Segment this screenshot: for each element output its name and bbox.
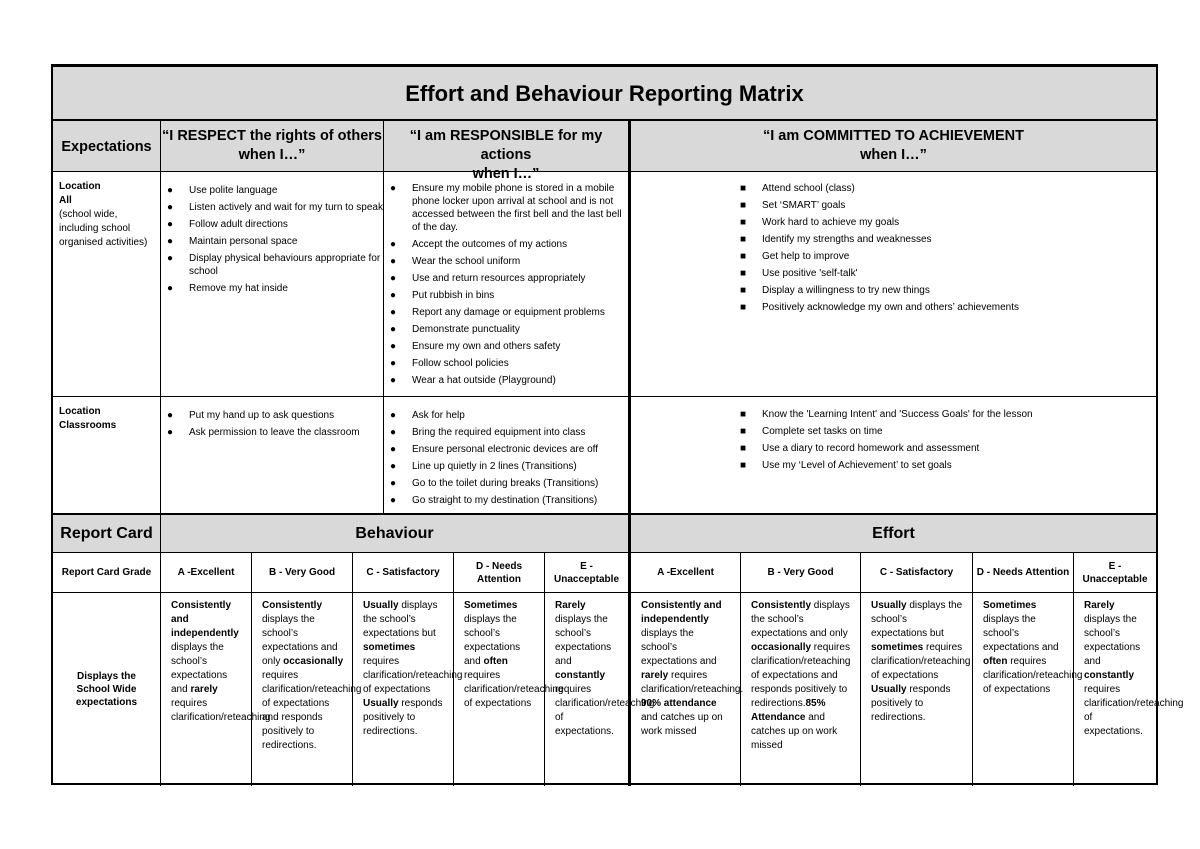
behaviour-heading: Behaviour (160, 513, 628, 552)
location-name: Classrooms (59, 420, 117, 431)
list-item-text: Positively acknowledge my own and others’ achievements (762, 302, 1019, 313)
list-item-text: Use and return resources appropriately (412, 273, 586, 284)
list-item (734, 425, 1156, 438)
bullet-icon: ● (167, 253, 174, 264)
list-item (161, 218, 383, 231)
list-item-text: Display physical behaviours appropriate for school (189, 253, 381, 277)
respect-all-list (161, 184, 383, 295)
list-item-text: Use positive 'self-talk' (762, 268, 858, 279)
description-text: and catches up on work missed (751, 712, 838, 751)
responsible-header-line1: “I am RESPONSIBLE for my actions (409, 128, 603, 163)
list-item (161, 409, 383, 422)
list-item (161, 201, 383, 214)
description-text: displays the school’s expectations and (983, 614, 1059, 653)
location-name: All (59, 195, 72, 206)
location-label: Location (59, 406, 101, 417)
list-item-text: Ask permission to leave the classroom (189, 427, 360, 438)
emphasis-text: often (483, 656, 508, 667)
list-item-text: Wear the school uniform (412, 256, 521, 267)
bullet-icon: ● (390, 427, 397, 438)
bullet-icon: ■ (740, 234, 747, 245)
committed-header (628, 119, 1156, 172)
effort-grade-2: C - Satisfactory (860, 552, 972, 592)
list-item (161, 282, 383, 295)
bullet-icon: ● (167, 185, 174, 196)
list-item-text: Put my hand up to ask questions (189, 410, 335, 421)
list-item (384, 357, 628, 370)
bullet-icon: ● (390, 341, 397, 352)
list-item-text: Use my ‘Level of Achievement’ to set goals (762, 460, 952, 471)
list-item (734, 301, 1156, 314)
description-text: displays the school’s expectations and (1084, 614, 1141, 667)
location-label: Location (59, 181, 101, 192)
list-item (384, 323, 628, 336)
list-item-text: Display a willingness to try new things (762, 285, 930, 296)
bullet-icon: ● (167, 202, 174, 213)
emphasis-text: sometimes (871, 642, 924, 653)
list-item-text: Use a diary to record homework and assessment (762, 443, 980, 454)
bullet-icon: ● (390, 307, 397, 318)
emphasis-text: Consistently (751, 600, 812, 611)
bullet-icon: ● (390, 495, 397, 506)
list-item (384, 460, 628, 473)
list-item-text: Follow adult directions (189, 219, 288, 230)
bullet-icon: ■ (740, 443, 747, 454)
bullet-icon: ● (390, 290, 397, 301)
emphasis-text: Rarely (1084, 600, 1115, 611)
bullet-icon: ● (390, 375, 397, 386)
bullet-icon: ● (390, 324, 397, 335)
emphasis-text: 85% Attendance (751, 698, 826, 723)
emphasis-text: Sometimes (983, 600, 1037, 611)
respect-classrooms-list (161, 409, 383, 439)
location-classrooms-cell (53, 396, 160, 514)
list-item (734, 199, 1156, 212)
bullet-icon: ● (390, 358, 397, 369)
description-text: requires clarification/reteaching of expectations (871, 642, 971, 681)
committed-all-list (734, 182, 1156, 314)
expectations-header (53, 119, 160, 172)
responsible-classrooms-cell (383, 396, 628, 514)
description-text: requires clarification/reteaching of expectations and responds positively to redirections. (262, 670, 362, 751)
list-item (161, 252, 383, 278)
list-item-text: Bring the required equipment into class (412, 427, 586, 438)
bullet-icon: ■ (740, 285, 747, 296)
behaviour-grade-0: A -Excellent (160, 552, 251, 592)
list-item-text: Listen actively and wait for my turn to speak (189, 202, 383, 213)
effort-grade-1: B - Very Good (740, 552, 860, 592)
responsible-all-cell (383, 171, 628, 396)
committed-header-line2: when I…” (860, 147, 927, 163)
description-text: displays the school’s expectations and (641, 628, 717, 667)
location-note: (school wide, including school organised activities) (59, 209, 148, 248)
effort-grade-0: A -Excellent (628, 552, 740, 592)
list-item (384, 374, 628, 387)
behaviour-description-1 (251, 592, 362, 786)
list-item-text: Work hard to achieve my goals (762, 217, 900, 228)
bullet-icon: ● (167, 427, 174, 438)
committed-classrooms-cell (628, 396, 1156, 514)
list-item (734, 233, 1156, 246)
bullet-icon: ■ (740, 302, 747, 313)
report-card-heading: Report Card (53, 513, 160, 552)
report-card-grade-label: Report Card Grade (53, 552, 160, 592)
emphasis-text: constantly (1084, 670, 1135, 681)
description-text: requires clarification/reteaching. (641, 670, 744, 695)
effort-description-0 (628, 592, 744, 786)
effort-description-1 (740, 592, 860, 786)
description-text: displays the school’s expectations but (363, 600, 438, 639)
description-text: displays the school’s expectations and (464, 614, 521, 667)
emphasis-text: occasionally (283, 656, 344, 667)
list-item-text: Put rubbish in bins (412, 290, 495, 301)
list-item-text: Set ‘SMART’ goals (762, 200, 846, 211)
emphasis-text: Usually (363, 600, 399, 611)
responsible-header-line2: when I…” (472, 166, 540, 182)
location-all-cell (53, 171, 160, 396)
bullet-icon: ● (390, 461, 397, 472)
list-item-text: Go to the toilet during breaks (Transitions) (412, 478, 599, 489)
description-text: and catches up on work missed (641, 712, 723, 737)
list-item (161, 235, 383, 248)
behaviour-description-0 (160, 592, 274, 786)
behaviour-description-4 (544, 592, 655, 786)
emphasis-text: Sometimes (464, 600, 518, 611)
list-item (384, 289, 628, 302)
bullet-icon: ● (390, 273, 397, 284)
list-item (734, 182, 1156, 195)
description-text: requires clarification/reteaching of expectations (983, 656, 1083, 695)
effort-grade-4: E - Unacceptable (1073, 552, 1156, 592)
description-text: requires clarification/reteaching of expectations and responds positively to redirections. (751, 642, 851, 709)
behaviour-grade-2: C - Satisfactory (352, 552, 453, 592)
list-item-text: Demonstrate punctuality (412, 324, 520, 335)
respect-classrooms-cell (160, 396, 383, 514)
description-text: responds positively to redirections. (871, 684, 951, 723)
description-text: requires clarification/reteaching of expectations. (555, 684, 655, 737)
description-text: requires clarification/reteaching of expectations (464, 670, 564, 709)
reporting-matrix-table (51, 64, 1184, 785)
list-item-text: Use polite language (189, 185, 278, 196)
list-item (384, 182, 628, 234)
respect-header-line2: when I…” (238, 147, 306, 163)
behaviour-grade-3: D - Needs Attention (453, 552, 544, 592)
list-item (384, 409, 628, 422)
emphasis-text: often (983, 656, 1008, 667)
emphasis-text: occasionally (751, 642, 812, 653)
bullet-icon: ■ (740, 251, 747, 262)
emphasis-text: Usually (871, 600, 907, 611)
committed-header-line1: “I am COMMITTED TO ACHIEVEMENT (762, 128, 1024, 144)
behaviour-grade-1: B - Very Good (251, 552, 352, 592)
list-item (384, 306, 628, 319)
emphasis-text: Usually (363, 698, 399, 709)
description-text: requires clarification/reteaching. (171, 698, 274, 723)
list-item (384, 477, 628, 490)
list-item-text: Line up quietly in 2 lines (Transitions) (412, 461, 577, 472)
list-item (734, 459, 1156, 472)
list-item-text: Get help to improve (762, 251, 850, 262)
description-text: displays the school’s expectations and (171, 642, 228, 695)
list-item (384, 443, 628, 456)
list-item-text: Attend school (class) (762, 183, 855, 194)
expectations-label: Expectations (61, 138, 152, 155)
list-item (384, 494, 628, 507)
list-item-text: Ask for help (412, 410, 465, 421)
list-item (734, 408, 1156, 421)
list-item (734, 267, 1156, 280)
effort-description-3 (972, 592, 1083, 786)
respect-header (160, 119, 383, 172)
list-item-text: Remove my hat inside (189, 283, 288, 294)
bullet-icon: ● (167, 410, 174, 421)
list-item (384, 255, 628, 268)
list-item (734, 216, 1156, 229)
emphasis-text: Consistently and independently (171, 600, 239, 639)
list-item (161, 184, 383, 197)
bullet-icon: ● (167, 236, 174, 247)
list-item-text: Know the 'Learning Intent' and 'Success Goals' for the lesson (762, 409, 1033, 420)
bullet-icon: ● (390, 239, 397, 250)
list-item-text: Go straight to my destination (Transitions) (412, 495, 598, 506)
list-item (384, 426, 628, 439)
list-item (734, 284, 1156, 297)
list-item-text: Complete set tasks on time (762, 426, 883, 437)
description-text: displays the school’s expectations but (871, 600, 963, 639)
description-text: displays the school’s expectations and (555, 614, 612, 667)
description-text: responds positively to redirections. (363, 698, 443, 737)
list-item-text: Identify my strengths and weaknesses (762, 234, 932, 245)
effort-grade-3: D - Needs Attention (972, 552, 1073, 592)
respect-all-cell (160, 171, 383, 396)
committed-all-cell (628, 171, 1156, 396)
list-item-text: Wear a hat outside (Playground) (412, 375, 556, 386)
list-item (734, 250, 1156, 263)
bullet-icon: ● (167, 283, 174, 294)
behaviour-description-3 (453, 592, 564, 786)
bullet-icon: ● (167, 219, 174, 230)
list-item-text: Accept the outcomes of my actions (412, 239, 568, 250)
bullet-icon: ■ (740, 460, 747, 471)
bullet-icon: ■ (740, 217, 747, 228)
behaviour-grade-4: E - Unacceptable (544, 552, 628, 592)
list-item (734, 442, 1156, 455)
list-item-text: Maintain personal space (189, 236, 298, 247)
emphasis-text: Rarely (555, 600, 586, 611)
bullet-icon: ■ (740, 268, 747, 279)
responsible-all-list (384, 182, 628, 387)
list-item-text: Follow school policies (412, 358, 509, 369)
emphasis-text: sometimes (363, 642, 416, 653)
emphasis-text: Consistently and independently (641, 600, 722, 625)
list-item-text: Report any damage or equipment problems (412, 307, 605, 318)
list-item (161, 426, 383, 439)
responsible-classrooms-list (384, 409, 628, 507)
effort-description-2 (860, 592, 972, 786)
emphasis-text: rarely (190, 684, 218, 695)
bullet-icon: ■ (740, 183, 747, 194)
committed-classrooms-list (734, 408, 1156, 472)
description-text: requires clarification/reteaching of expectations (363, 656, 463, 695)
bullet-icon: ■ (740, 409, 747, 420)
bullet-icon: ■ (740, 426, 747, 437)
bullet-icon: ● (390, 444, 397, 455)
emphasis-text: constantly (555, 670, 606, 681)
emphasis-text: Usually (871, 684, 907, 695)
emphasis-text: Consistently (262, 600, 323, 611)
bullet-icon: ● (390, 478, 397, 489)
page-title: Effort and Behaviour Reporting Matrix (53, 67, 1156, 121)
respect-header-line1: “I RESPECT the rights of others (162, 128, 382, 144)
behaviour-description-2 (352, 592, 463, 786)
emphasis-text: rarely (641, 670, 669, 681)
list-item-text: Ensure personal electronic devices are off (412, 444, 599, 455)
list-item (384, 340, 628, 353)
list-item (384, 238, 628, 251)
list-item-text: Ensure my own and others safety (412, 341, 561, 352)
displays-expectations-label: Displays the School Wide expectations (53, 592, 160, 786)
list-item-text: Ensure my mobile phone is stored in a mobile phone locker upon arrival at school and is not accessed between the first bell and the last bell of the day. (412, 183, 622, 233)
bullet-icon: ● (390, 256, 397, 267)
description-text: displays the school’s expectations and only (262, 614, 338, 667)
description-text: displays the school’s expectations and only (751, 600, 850, 639)
effort-description-4 (1073, 592, 1184, 786)
bullet-icon: ■ (740, 200, 747, 211)
emphasis-text: 90% attendance (641, 698, 717, 709)
list-item (384, 272, 628, 285)
responsible-header (383, 119, 628, 182)
effort-heading: Effort (628, 513, 1156, 552)
description-text: requires clarification/reteaching of expectations. (1084, 684, 1184, 737)
bullet-icon: ● (390, 410, 397, 421)
bullet-icon: ● (390, 183, 397, 194)
